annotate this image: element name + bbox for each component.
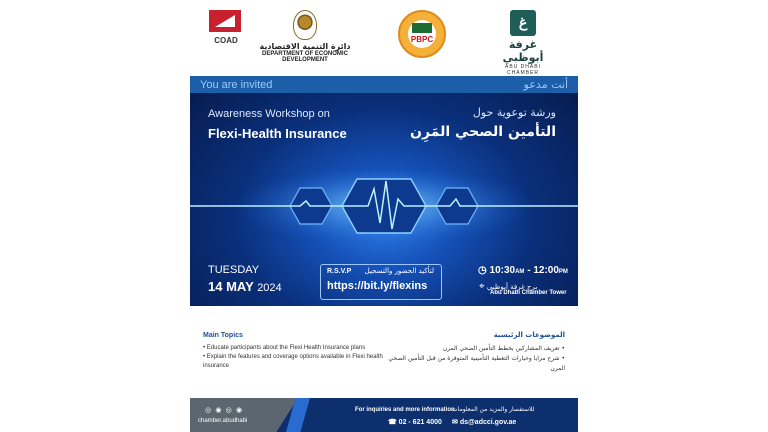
social-icons[interactable]: ◎ ◉ ◎ ◉: [205, 406, 244, 414]
event-date-month: MAY: [226, 279, 254, 294]
clock-icon: ◷: [478, 265, 487, 276]
main-topics-heading-ar: الموضوعات الرئيسية: [493, 331, 565, 339]
pbpc-logo-text: PBPC: [410, 35, 434, 44]
ded-logo: [255, 10, 355, 63]
time-end-suffix: PM: [558, 269, 568, 275]
footer-social-panel: [190, 398, 298, 432]
workshop-title-line1-en: Awareness Workshop on: [208, 108, 330, 120]
email-icon: ✉: [452, 419, 460, 426]
location-pin-icon: ⌖: [479, 281, 485, 292]
main-topics-list-ar: [385, 344, 565, 374]
time-separator: -: [524, 265, 534, 276]
event-time: [478, 265, 568, 276]
topic-item-en: • Educate participants about the Flexi Health Insurance plans: [203, 344, 389, 353]
pbpc-flag-icon: [412, 23, 432, 33]
event-day: TUESDAY: [208, 264, 260, 276]
time-start: 10:30: [489, 265, 516, 276]
contact-phone[interactable]: [388, 418, 442, 426]
topic-item-en: • Explain the features and coverage options available in Flexi health insurance: [203, 353, 389, 371]
ded-logo-arabic: دائرة التنمية الاقتصادية: [259, 42, 351, 51]
chamber-mark-icon: غ: [510, 10, 536, 36]
invited-text-en: You are invited: [200, 79, 273, 91]
topic-item-ar: • شرح مزايا وخيارات التغطية التأمينية المتوفرة من قبل التأمين الصحي المرن: [385, 354, 565, 374]
social-handle[interactable]: chamber.abudhabi: [198, 418, 248, 424]
contact-email[interactable]: [452, 418, 516, 426]
email-address: ds@adcci.gov.ae: [459, 419, 517, 426]
rsvp-link[interactable]: https://bit.ly/flexins: [327, 280, 428, 292]
location-en: Abu Dhabi Chamber Tower: [490, 290, 567, 296]
topic-item-ar: • تعريف المشاركين بخطط التأمين الصحي المرن: [385, 344, 565, 354]
main-topics-list-en: [203, 344, 389, 371]
workshop-title-line1-ar: ورشة توعوية حول: [472, 106, 556, 119]
inquiries-text-ar: للاستفسار والمزيد من المعلومات: [452, 406, 535, 413]
pbpc-logo: [398, 10, 446, 58]
coad-emblem: [209, 10, 241, 32]
phone-icon: ☎: [388, 419, 399, 426]
main-topics-heading-en: Main Topics: [203, 332, 243, 339]
invitation-banner: [190, 76, 578, 306]
coad-logo: [209, 10, 243, 58]
footer-bar: [190, 398, 578, 432]
workshop-title-line2-ar: التأمين الصحي المَرِن: [410, 124, 556, 140]
heartbeat-illustration: [190, 171, 578, 241]
inquiries-text-en: For inquiries and more information: [355, 407, 455, 413]
location-ar-text: برج غرفة أبوظبي: [486, 283, 538, 291]
chamber-logo-english: ABU DHABI CHAMBER: [505, 64, 541, 76]
coad-logo-text: COAD: [214, 36, 238, 45]
invited-text-ar: أنت مدعو: [523, 78, 568, 91]
event-date-day: 14: [208, 279, 223, 294]
time-end: 12:00: [533, 265, 559, 276]
phone-number: 02 - 621 4000: [398, 419, 442, 426]
ded-falcon-emblem: [293, 10, 317, 40]
ded-logo-english: DEPARTMENT OF ECONOMIC DEVELOPMENT: [262, 51, 348, 63]
chamber-logo-arabic: غرفة أبوظبي: [502, 38, 544, 64]
event-date-year: 2024: [257, 282, 282, 294]
abu-dhabi-chamber-logo: [492, 10, 554, 76]
workshop-title-line2-en: Flexi-Health Insurance: [208, 126, 347, 141]
rsvp-label-ar: لتأكيد الحضور والتسجيل: [364, 267, 434, 275]
time-start-suffix: AM: [515, 269, 525, 275]
event-date: [208, 279, 282, 294]
rsvp-label: R.S.V.P: [327, 268, 352, 275]
